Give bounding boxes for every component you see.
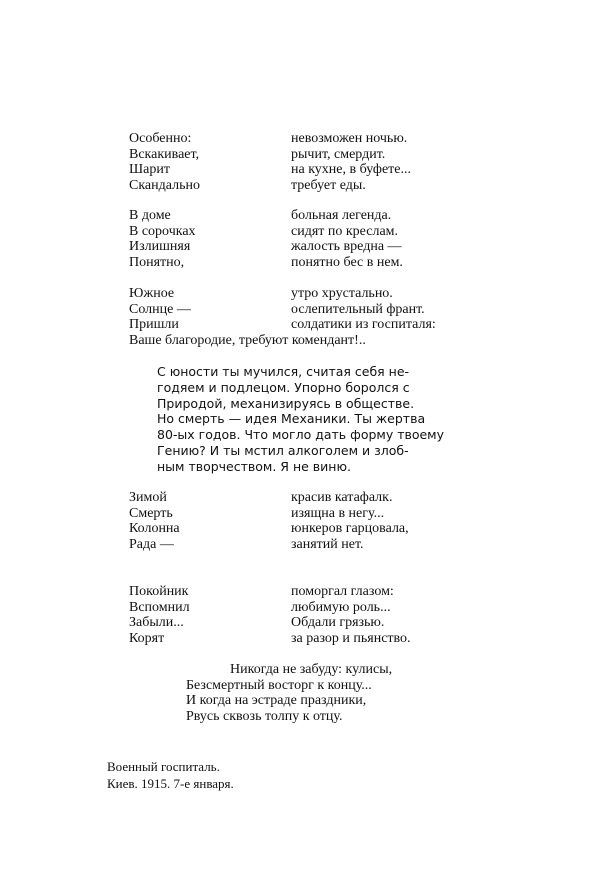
verse-left: Вскакивает, xyxy=(129,146,200,162)
quatrain-line: Рвусь сквозь толпу к отцу. xyxy=(186,708,343,724)
verse-right: больная легенда. xyxy=(291,208,392,223)
verse-right: изящна в негу... xyxy=(291,505,385,521)
verse-line xyxy=(129,521,469,537)
signature-block xyxy=(107,758,234,792)
verse-line xyxy=(129,490,469,506)
stanza-4 xyxy=(129,490,469,552)
verse-line xyxy=(129,255,469,271)
verse-left: Зимой xyxy=(129,490,167,505)
stanza-5 xyxy=(129,584,469,646)
verse-left: Шарит xyxy=(129,162,170,178)
verse-left: Особенно: xyxy=(129,131,192,146)
quatrain-line: Никогда не забуду: кулисы, xyxy=(230,662,393,677)
quatrain-line: Безсмертный восторг к концу... xyxy=(186,677,372,693)
stanza-1 xyxy=(129,131,469,193)
verse-right: любимую роль... xyxy=(291,599,391,615)
verse-right: красив катафалк. xyxy=(291,490,393,505)
prose-line: Но смерть — идея Механики. Ты жертва xyxy=(157,411,426,427)
closing-quatrain xyxy=(186,662,466,724)
verse-line xyxy=(129,162,469,178)
verse-right: ослепительный франт. xyxy=(291,301,425,317)
verse-line xyxy=(129,147,469,163)
prose-line: ным творчеством. Я не виню. xyxy=(157,458,351,474)
verse-left: Покойник xyxy=(129,584,189,599)
verse-left: Южное xyxy=(129,286,175,301)
quatrain-line: И когда на эстраде праздники, xyxy=(186,693,367,709)
verse-left: Понятно, xyxy=(129,254,185,270)
prose-line: Природой, механизируясь в обществе. xyxy=(157,395,415,411)
verse-right: за разор и пьянство. xyxy=(291,630,411,646)
verse-right: утро хрустально. xyxy=(291,286,393,301)
prose-line: Гению? И ты мстил алкоголем и злоб- xyxy=(157,442,409,458)
verse-right: требует еды. xyxy=(291,177,366,193)
prose-line: годяем и подлецом. Упорно боролся с xyxy=(157,379,410,395)
verse-right: юнкеров гарцовала, xyxy=(291,521,409,537)
prose-line: С юности ты мучился, считая себя не- xyxy=(157,364,410,379)
signature-place: Военный госпиталь. xyxy=(107,759,220,774)
verse-right: солдатики из госпиталя: xyxy=(291,317,436,333)
verse-full-line: Ваше благородие, требуют комендант!.. xyxy=(129,332,366,348)
verse-left: Смерть xyxy=(129,505,173,521)
verse-line xyxy=(129,600,469,616)
verse-line xyxy=(129,131,469,147)
prose-paragraph xyxy=(157,364,457,475)
verse-right: сидят по креслам. xyxy=(291,223,399,239)
verse-left: Рада — xyxy=(129,536,174,552)
verse-right: Обдали грязью. xyxy=(291,615,385,631)
verse-line xyxy=(129,631,469,647)
verse-left: Забыли... xyxy=(129,615,184,631)
verse-line xyxy=(129,584,469,600)
verse-line xyxy=(129,333,469,349)
verse-left: Солнце — xyxy=(129,301,191,317)
stanza-2 xyxy=(129,208,469,270)
verse-right: на кухне, в буфете... xyxy=(291,162,411,178)
verse-line xyxy=(129,208,469,224)
verse-left: Пришли xyxy=(129,317,179,333)
verse-left: Излишняя xyxy=(129,239,191,255)
verse-left: В сорочках xyxy=(129,223,196,239)
verse-line xyxy=(129,224,469,240)
verse-right: жалость вредна — xyxy=(291,239,402,255)
verse-line xyxy=(129,178,469,194)
verse-line xyxy=(129,317,469,333)
verse-right: поморгал глазом: xyxy=(291,584,394,599)
prose-line: 80-ых годов. Что могло дать форму твоему xyxy=(157,427,445,443)
verse-right: рычит, смердит. xyxy=(291,146,386,162)
verse-right: понятно бес в нем. xyxy=(291,254,403,270)
verse-line xyxy=(129,239,469,255)
verse-left: В доме xyxy=(129,208,171,223)
signature-date: Киев. 1915. 7-е января. xyxy=(107,776,234,791)
verse-line xyxy=(129,302,469,318)
verse-line xyxy=(129,506,469,522)
verse-right: невозможен ночью. xyxy=(291,131,408,146)
verse-line xyxy=(129,537,469,553)
verse-left: Скандально xyxy=(129,177,200,193)
verse-left: Колонна xyxy=(129,521,180,537)
verse-line xyxy=(129,286,469,302)
stanza-3 xyxy=(129,286,469,348)
verse-left: Корят xyxy=(129,630,165,646)
verse-line xyxy=(129,615,469,631)
verse-right: занятий нет. xyxy=(291,536,364,552)
verse-left: Вспомнил xyxy=(129,599,190,615)
